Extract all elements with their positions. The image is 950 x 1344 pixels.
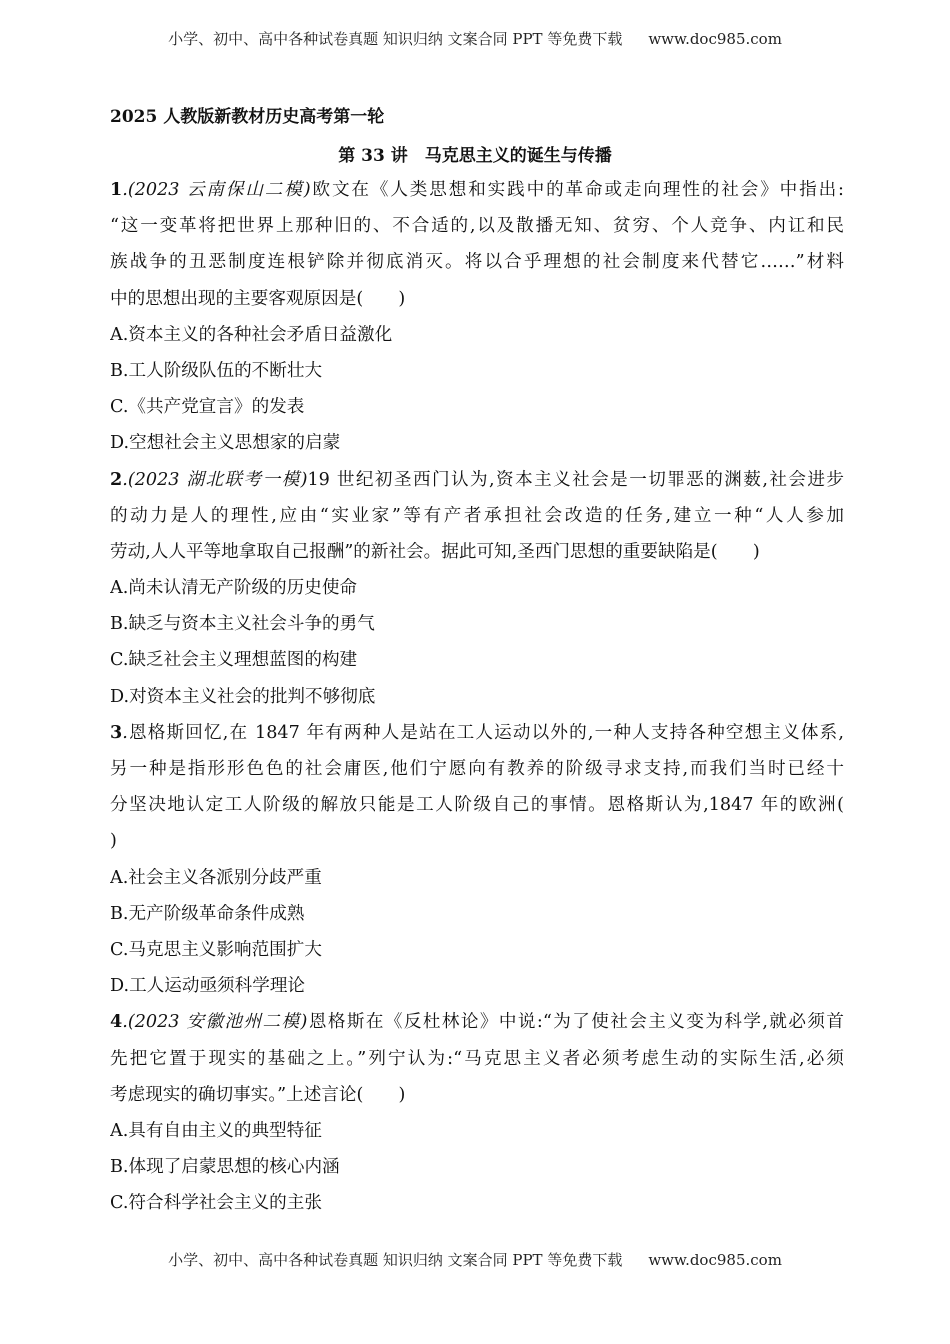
footer-text: 小学、初中、高中各种试卷真题 知识归纳 文案合同 PPT 等免费下载: [168, 1251, 623, 1269]
question-number: 3: [110, 721, 123, 743]
question-line: 另一种是指形形色色的社会庸医,他们宁愿向有教养的阶级寻求支持,而我们当时已经十: [110, 759, 844, 779]
option-b[interactable]: B.工人阶级队伍的不断壮大: [110, 360, 323, 381]
question-line: “这一变革将把世界上那种旧的、不合适的,以及散播无知、贫穷、个人竞争、内讧和民: [110, 216, 844, 237]
question-1: [110, 172, 844, 462]
page-header: [0, 28, 950, 49]
option-c[interactable]: C.缺乏社会主义理想蓝图的构建: [110, 650, 358, 671]
question-line: 考虑现实的确切事实。”上述言论( ): [110, 1084, 406, 1105]
question-line: 先把它置于现实的基础之上。”列宁认为:“马克思主义者必须考虑生动的实际生活,必须: [110, 1048, 844, 1069]
question-line: 族战争的丑恶制度连根铲除并彻底消灭。将以合乎理想的社会制度来代替它……”材料: [110, 252, 844, 273]
page-footer: [0, 1249, 950, 1270]
question-line: 劳动,人人平等地拿取自己报酬”的新社会。据此可知,圣西门思想的重要缺陷是( ): [110, 541, 760, 562]
footer-site: www.doc985.com: [648, 1251, 782, 1269]
question-line: 分坚决地认定工人阶级的解放只能是工人阶级自己的事情。恩格斯认为,1847 年的欧洲(: [110, 795, 844, 816]
document-title: 2025 人教版新教材历史高考第一轮: [110, 107, 385, 127]
option-c[interactable]: C.《共产党宣言》的发表: [110, 397, 305, 418]
option-b[interactable]: B.缺乏与资本主义社会斗争的勇气: [110, 614, 375, 635]
question-line: [110, 1004, 844, 1040]
question-source: .(2023 湖北联考一模): [122, 469, 308, 490]
option-a[interactable]: A.资本主义的各种社会矛盾日益激化: [110, 324, 393, 345]
option-c[interactable]: C.符合科学社会主义的主张: [110, 1193, 322, 1214]
question-3: [110, 715, 844, 1005]
question-line: ): [110, 831, 117, 852]
question-text: 恩格斯在《反杜林论》中说:“为了使社会主义变为科学,就必须首: [307, 1012, 844, 1033]
option-b[interactable]: B.无产阶级革命条件成熟: [110, 903, 305, 924]
header-site: www.doc985.com: [648, 30, 782, 48]
question-source: .: [122, 722, 128, 743]
option-d[interactable]: D.工人运动亟须科学理论: [110, 976, 306, 997]
question-line: 中的思想出现的主要客观原因是( ): [110, 288, 406, 309]
question-line: [110, 715, 844, 751]
option-b[interactable]: B.体现了启蒙思想的核心内涵: [110, 1157, 340, 1178]
lesson-title: 第 33 讲 马克思主义的诞生与传播: [338, 146, 612, 166]
question-number: 1: [110, 179, 123, 200]
header-text: 小学、初中、高中各种试卷真题 知识归纳 文案合同 PPT 等免费下载: [168, 30, 623, 48]
question-number: 4: [110, 1011, 123, 1033]
question-source: .(2023 安徽池州二模): [122, 1012, 308, 1033]
question-4: [110, 1004, 844, 1221]
question-line: [110, 172, 844, 208]
question-list: [110, 172, 844, 1221]
option-a[interactable]: A.尚未认清无产阶级的历史使命: [110, 578, 358, 599]
option-d[interactable]: D.对资本主义社会的批判不够彻底: [110, 686, 376, 707]
question-number: 2: [110, 468, 123, 490]
question-2: [110, 462, 844, 715]
question-source: .(2023 云南保山二模): [122, 180, 311, 200]
question-text: 恩格斯回忆,在 1847 年有两种人是站在工人运动以外的,一种人支持各种空想主义体系,: [127, 722, 844, 743]
question-line: 的动力是人的理性,应由“实业家”等有产者承担社会改造的任务,建立一种“人人参加: [110, 505, 844, 526]
option-d[interactable]: D.空想社会主义思想家的启蒙: [110, 433, 341, 454]
question-text: 欧文在《人类思想和实践中的革命或走向理性的社会》中指出:: [310, 180, 844, 200]
option-c[interactable]: C.马克思主义影响范围扩大: [110, 939, 322, 960]
option-a[interactable]: A.社会主义各派别分歧严重: [110, 867, 322, 888]
option-a[interactable]: A.具有自由主义的典型特征: [110, 1120, 322, 1141]
question-text: 19 世纪初圣西门认为,资本主义社会是一切罪恶的渊薮,社会进步: [307, 469, 844, 490]
question-line: [110, 462, 844, 498]
